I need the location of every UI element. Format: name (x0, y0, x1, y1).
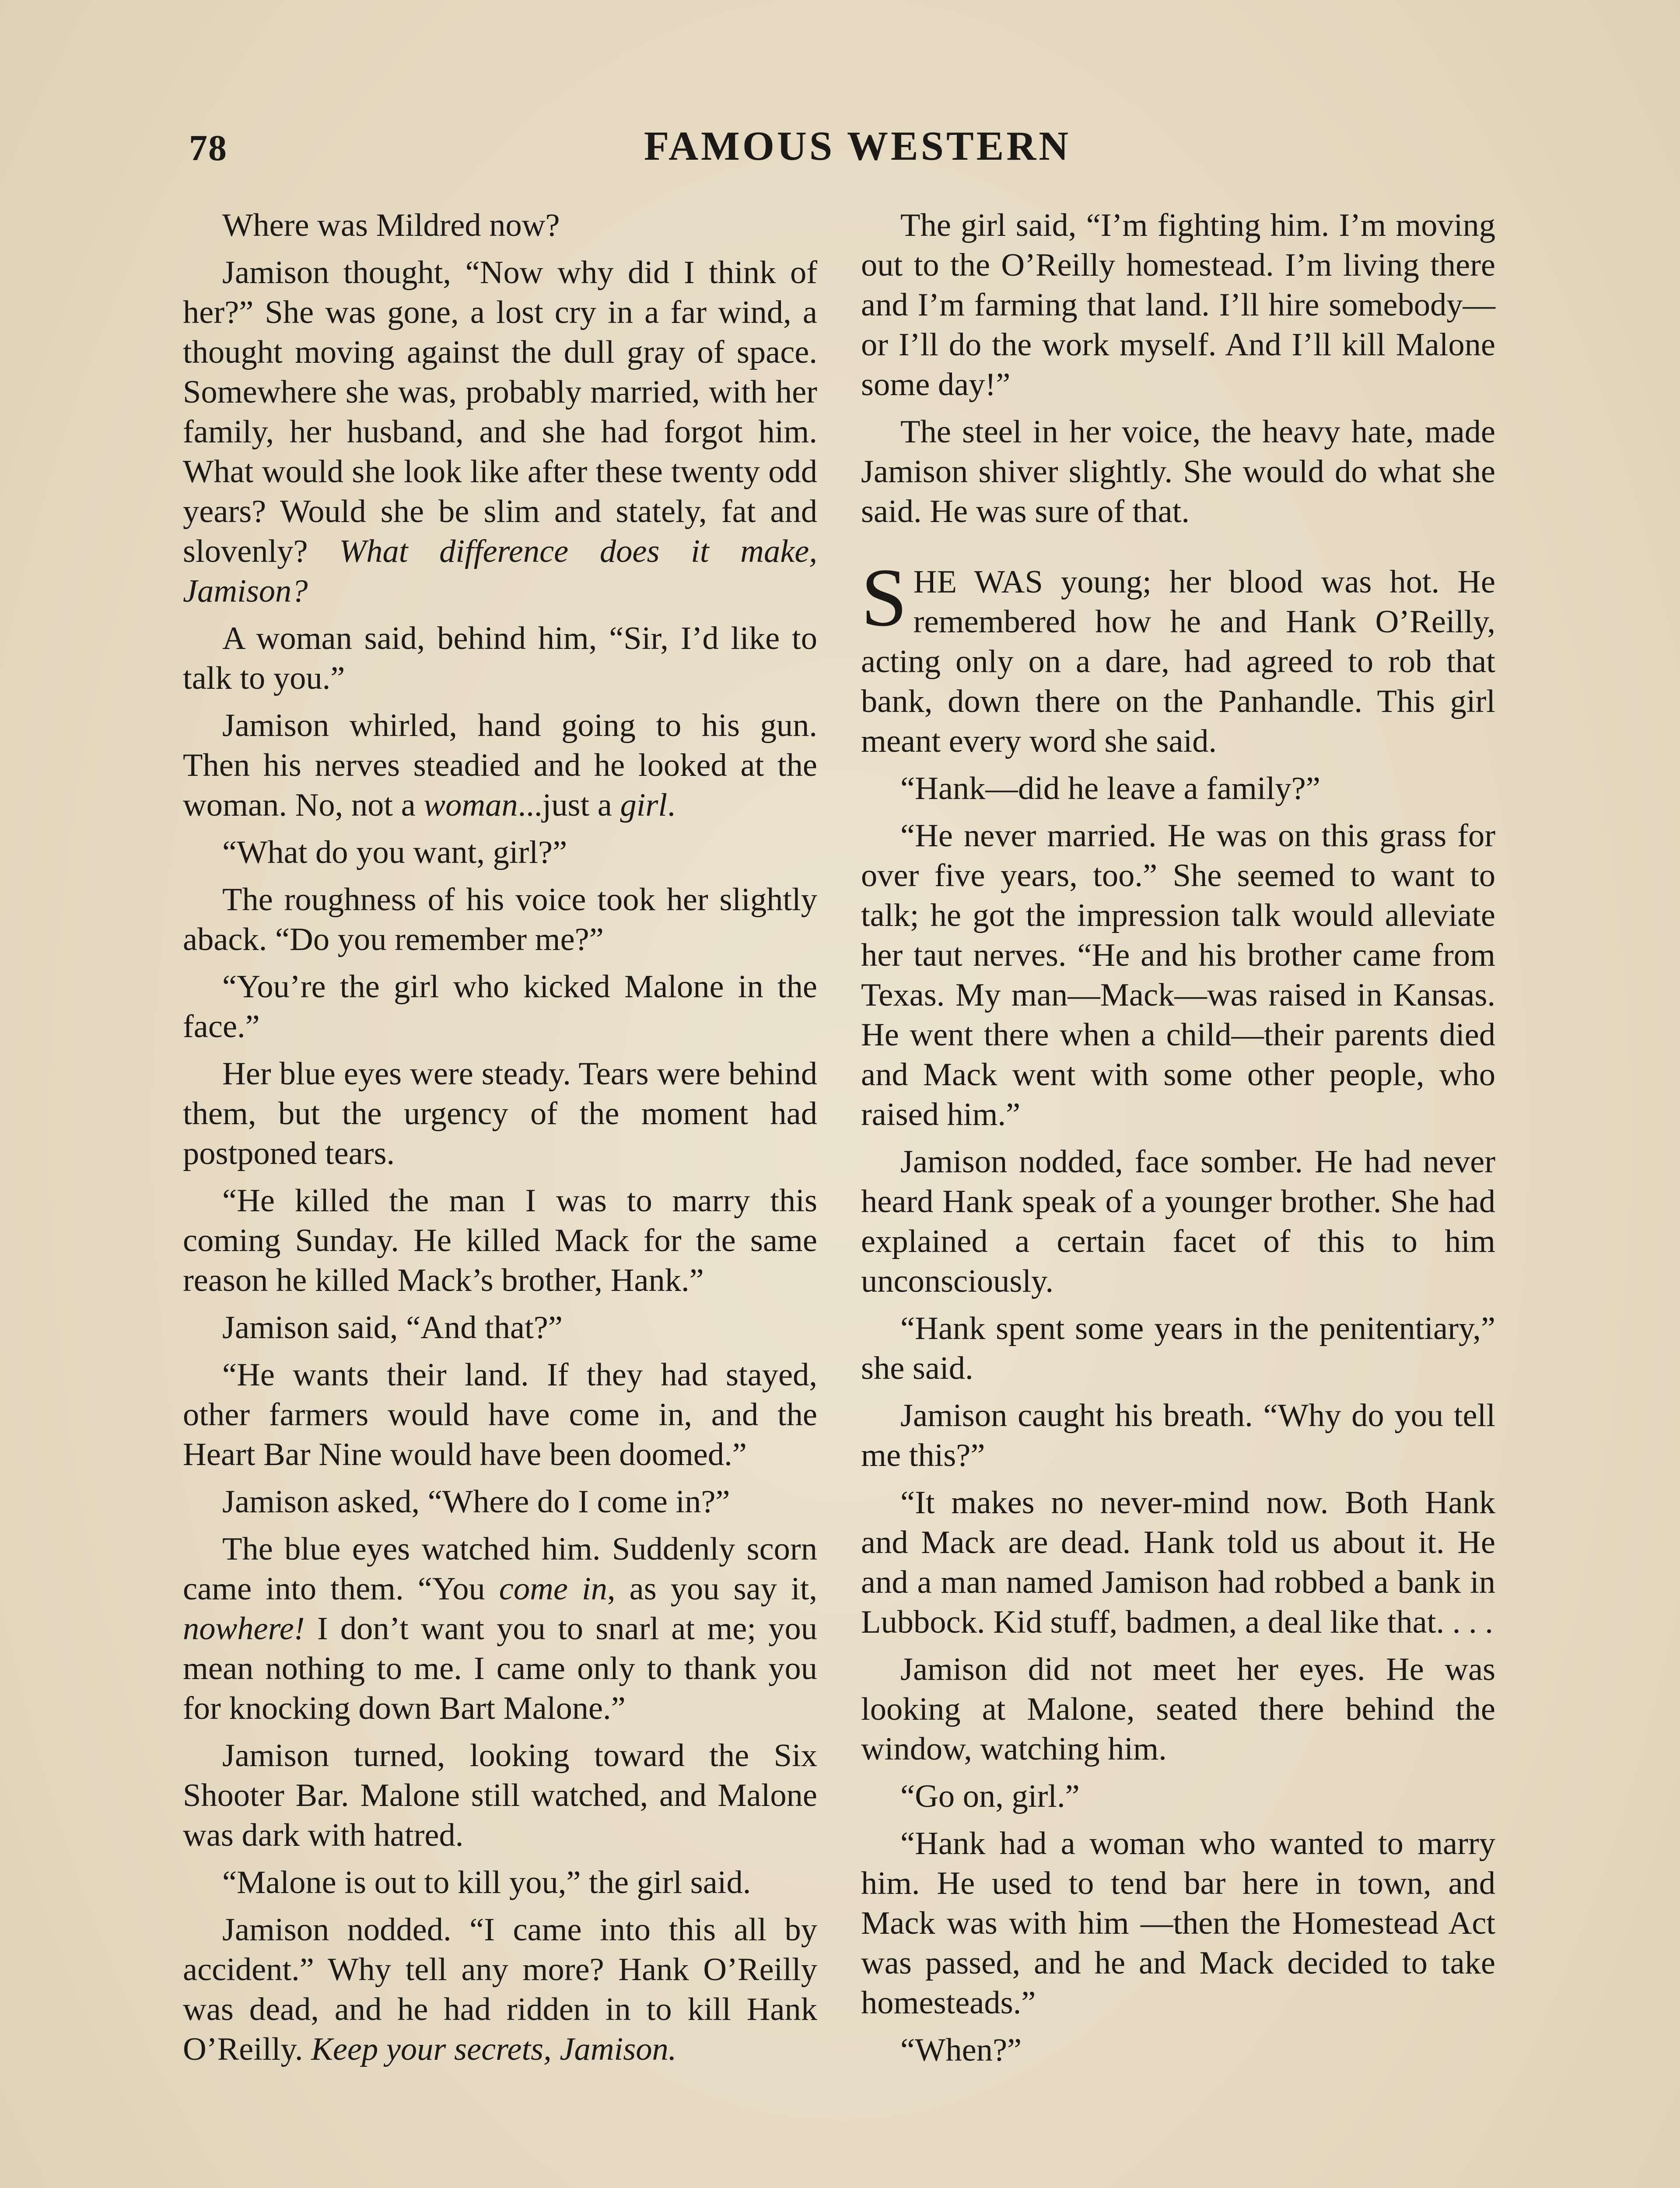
left-column (183, 206, 817, 2077)
paragraph (183, 1482, 817, 1522)
paragraph (861, 552, 1495, 761)
paragraph (861, 1142, 1495, 1301)
paragraph (183, 1910, 817, 2069)
paragraph-text: A woman said, behind him, “Sir, I’d like to talk to you.” (183, 621, 817, 696)
paragraph-text: “When?” (900, 2032, 1022, 2068)
italic-text: come in (499, 1571, 607, 1607)
right-column (861, 206, 1495, 2078)
paragraph (183, 880, 817, 960)
paragraph-text: Jamison thought, “Now why did I think of her?” She was gone, a lost cry in a far wind, a thought moving against the dull gray of space. Somewhere she was, probably married, with her family, her husband, and she had forgot him. What would she look like after these twenty odd years? Would she be slim and stately, fat and slovenly? (183, 255, 817, 569)
paragraph-text: Her blue eyes were steady. Tears were behind them, but the urgency of the moment had postponed tears. (183, 1056, 817, 1171)
paragraph (183, 253, 817, 611)
paragraph-text: “He killed the man I was to marry this coming Sunday. He killed Mack for the same reason he killed Mack’s brother, Hank.” (183, 1183, 817, 1298)
paragraph (183, 1308, 817, 1348)
italic-text: girl (620, 787, 668, 823)
paragraph (183, 1863, 817, 1903)
paragraph-text: “It makes no never-mind now. Both Hank and Mack are dead. Hank told us about it. He and a man named Jamison had robbed a bank in Lubbock. Kid stuff, badmen, a deal like that. . . . (861, 1485, 1495, 1640)
paragraph (183, 967, 817, 1047)
italic-text: nowhere! (183, 1611, 305, 1647)
paragraph (861, 769, 1495, 809)
paragraph-text: The roughness of his voice took her slightly aback. “Do you remember me?” (183, 882, 817, 957)
paragraph (861, 1824, 1495, 2023)
paragraph (861, 1650, 1495, 1769)
italic-text: What difference does it make, Jamison? (183, 533, 817, 609)
paragraph (861, 1396, 1495, 1476)
paragraph-text: Jamison said, “And that?” (222, 1310, 563, 1346)
paragraph-text: “Hank—did he leave a family?” (900, 771, 1320, 806)
paragraph (861, 2030, 1495, 2070)
page-header (0, 118, 1680, 175)
running-title: FAMOUS WESTERN (644, 123, 1071, 169)
paragraph-text: I don’t want you to snarl at me; you mean nothing to me. I came only to thank you for knocking down Bart Malone.” (183, 1611, 817, 1726)
paragraph-text: Jamison whirled, hand going to his gun. Then his nerves steadied and he looked at the woman. No, not a (183, 708, 817, 823)
paragraph (183, 206, 817, 245)
paragraph-text: “You’re the girl who kicked Malone in the face.” (183, 969, 817, 1045)
paragraph (183, 1181, 817, 1301)
paragraph (183, 706, 817, 825)
paragraph (183, 1736, 817, 1855)
paragraph (861, 1309, 1495, 1389)
paragraph (183, 1054, 817, 1174)
paragraph-text: “Go on, girl.” (900, 1778, 1080, 1814)
paragraph (861, 1777, 1495, 1816)
italic-text: Keep your secrets, Jamison. (311, 2031, 677, 2067)
paragraph-text: “Hank spent some years in the penitentiary,” she said. (861, 1311, 1495, 1386)
paragraph-text: The blue eyes watched him. Suddenly scorn came into them. “You (183, 1531, 817, 1607)
paragraph-text: HE WAS young; her blood was hot. He remembered how he and Hank O’Reilly, acting only on a dare, had agreed to rob that bank, down there on the Panhandle. This girl meant every word she said. (861, 564, 1495, 759)
paragraph (183, 833, 817, 873)
paragraph-text: Jamison turned, looking toward the Six Shooter Bar. Malone still watched, and Malone was dark with hatred. (183, 1738, 817, 1853)
drop-cap: S (861, 552, 907, 644)
paragraph-text: Jamison caught his breath. “Why do you tell me this?” (861, 1398, 1495, 1473)
paragraph-text: “He wants their land. If they had stayed, other farmers would have come in, and the Heart Bar Nine would have been doomed.” (183, 1357, 817, 1473)
paragraph (183, 619, 817, 698)
paragraph-text: Jamison nodded. “I came into this all by accident.” Why tell any more? Hank O’Reilly was dead, and he had ridden in to kill Hank O’Reilly. (183, 1912, 817, 2067)
paragraph (861, 206, 1495, 405)
paragraph-text: ...just a (518, 787, 620, 823)
paragraph-text: The steel in her voice, the heavy hate, made Jamison shiver slightly. She would do what she said. He was sure of that. (861, 414, 1495, 529)
page-number: 78 (189, 128, 228, 168)
paragraph (861, 1483, 1495, 1642)
paragraph (183, 1529, 817, 1729)
paragraph-text: “He never married. He was on this grass for over five years, too.” She seemed to want to talk; he got the impression talk would alleviate her taut nerves. “He and his brother came from Texas. My man—Mack—was raised in Kansas. He went there when a child—their parents died and Mack went with some other people, who raised him.” (861, 818, 1495, 1133)
paragraph-text: Jamison did not meet her eyes. He was looking at Malone, seated there behind the window, watching him. (861, 1652, 1495, 1767)
paragraph (183, 1355, 817, 1475)
paragraph-text: , as you say it, (607, 1571, 818, 1607)
paragraph-text: Jamison nodded, face somber. He had never heard Hank speak of a younger brother. She had explained a certain facet of this to him unconsciously. (861, 1144, 1495, 1299)
paragraph-text: The girl said, “I’m fighting him. I’m moving out to the O’Reilly homestead. I’m living there and I’m farming that land. I’ll hire somebody—or I’ll do the work myself. And I’ll kill Malone some day!” (861, 207, 1495, 403)
italic-text: woman (424, 787, 518, 823)
paragraph (861, 412, 1495, 532)
paragraph-text: Where was Mildred now? (222, 207, 560, 243)
paragraph-text: Jamison asked, “Where do I come in?” (222, 1484, 730, 1520)
paragraph-text: “What do you want, girl?” (222, 835, 567, 870)
paragraph-text: “Hank had a woman who wanted to marry him. He used to tend bar here in town, and Mack was with him —then the Homestead Act was passed, and he and Mack decided to take homesteads.” (861, 1826, 1495, 2021)
paragraph-text: “Malone is out to kill you,” the girl said. (222, 1865, 751, 1900)
paragraph-text: . (667, 787, 676, 823)
paragraph (861, 816, 1495, 1135)
